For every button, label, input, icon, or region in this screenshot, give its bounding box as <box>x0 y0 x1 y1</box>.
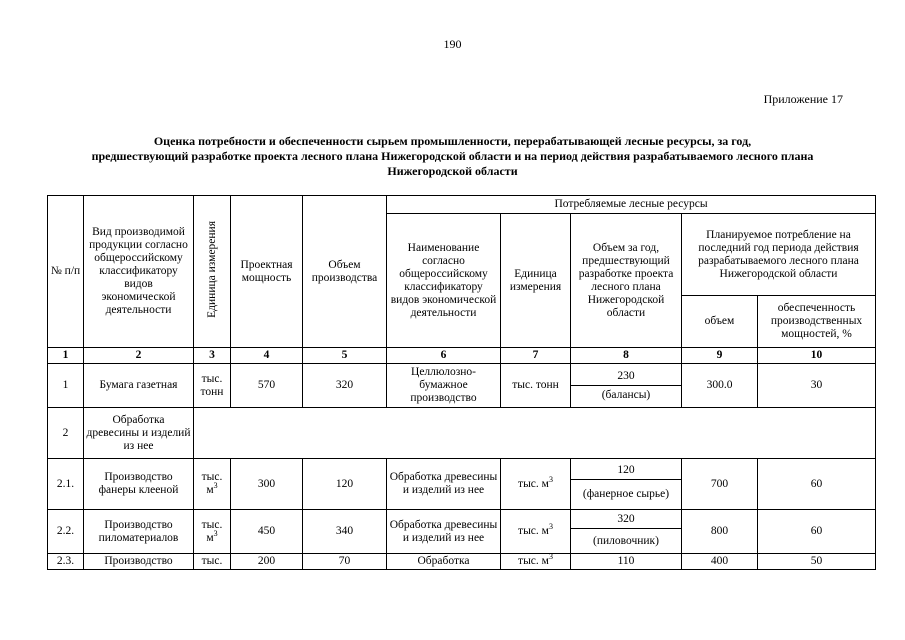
page-number: 190 <box>443 37 462 51</box>
cell-capacity: 200 <box>231 554 303 570</box>
table-row <box>48 364 876 408</box>
header-planned: Планируемое потребление на последний год периода действия разрабатываемого лесного плана Нижегородской области <box>682 214 876 296</box>
cell-volume: 120 <box>303 459 387 510</box>
cell-resource-unit: тыс. тонн <box>501 364 571 408</box>
res-unit-superscript: 3 <box>548 552 553 562</box>
title-line-1: Оценка потребности и обеспеченности сырьем промышленности, перерабатывающей лесные ресурсы, за год, <box>153 134 752 148</box>
cell-unit: тыс. <box>194 554 231 570</box>
table-row <box>48 510 876 554</box>
cell-unit: тыс. тонн <box>194 364 231 408</box>
cell-product: Обработка древесины и изделий из нее <box>84 408 194 459</box>
cell-prev-volume: 110 <box>571 554 682 570</box>
col-number: 4 <box>231 348 303 364</box>
col-number: 2 <box>84 348 194 364</box>
column-number-row <box>48 348 876 364</box>
cell-capacity: 450 <box>231 510 303 554</box>
cell-provision: 60 <box>758 510 876 554</box>
header-resource-name: Наименование согласно общероссийскому классификатору видов экономической деятельности <box>387 214 501 348</box>
cell-volume: 340 <box>303 510 387 554</box>
res-unit-text: тыс. м <box>518 477 549 490</box>
header-prev-volume: Объем за год, предшествующий разработке проекта лесного плана Нижегородской области <box>571 214 682 348</box>
cell-planned-volume: 400 <box>682 554 758 570</box>
table-row <box>48 459 876 510</box>
cell-num: 2 <box>48 408 84 459</box>
header-volume: Объем производства <box>303 196 387 348</box>
header-provision: обеспеченность производственных мощностей, % <box>758 296 876 348</box>
cell-unit <box>194 459 231 510</box>
header-consumed-resources: Потребляемые лесные ресурсы <box>387 196 876 214</box>
document-title <box>40 134 865 179</box>
cell-prev-volume <box>571 364 682 408</box>
res-unit-text: тыс. м <box>518 555 549 567</box>
cell-product: Бумага газетная <box>84 364 194 408</box>
cell-capacity: 570 <box>231 364 303 408</box>
prev-volume-note: (фанерное сырье) <box>582 487 670 500</box>
cell-num: 2.2. <box>48 510 84 554</box>
cell-product: Производство <box>84 554 194 570</box>
unit-superscript: 3 <box>213 528 218 538</box>
cell-product: Производство фанеры клееной <box>84 459 194 510</box>
cell-unit <box>194 510 231 554</box>
res-unit-superscript: 3 <box>548 522 553 532</box>
title-line-3: Нижегородской области <box>387 164 518 178</box>
cell-planned-volume: 800 <box>682 510 758 554</box>
cell-resource: Обработка древесины и изделий из нее <box>387 510 501 554</box>
header-product: Вид производимой продукции согласно общероссийскому классификатору видов экономической деятельности <box>84 196 194 348</box>
header-num: № п/п <box>48 196 84 348</box>
prev-volume-note: (балансы) <box>601 389 651 401</box>
col-number: 5 <box>303 348 387 364</box>
col-number: 9 <box>682 348 758 364</box>
resource-table <box>47 195 876 570</box>
cell-prev-volume <box>571 510 682 554</box>
table-row <box>48 408 876 459</box>
cell-volume: 70 <box>303 554 387 570</box>
col-number: 6 <box>387 348 501 364</box>
cell-resource: Обработка <box>387 554 501 570</box>
cell-resource: Обработка древесины и изделий из нее <box>387 459 501 510</box>
prev-volume-note: (пиловочник) <box>593 535 659 547</box>
appendix-label: Приложение 17 <box>763 92 843 106</box>
header-unit-text: Единица измерения <box>205 221 218 318</box>
cell-planned-volume: 700 <box>682 459 758 510</box>
cell-provision: 50 <box>758 554 876 570</box>
cell-product: Производство пиломатериалов <box>84 510 194 554</box>
col-number: 10 <box>758 348 876 364</box>
cell-resource-unit <box>501 459 571 510</box>
header-unit <box>194 196 231 348</box>
cell-resource-unit <box>501 510 571 554</box>
col-number: 8 <box>571 348 682 364</box>
cell-resource-unit <box>501 554 571 570</box>
col-number: 1 <box>48 348 84 364</box>
prev-volume-value: 120 <box>571 461 681 480</box>
cell-provision: 60 <box>758 459 876 510</box>
unit-superscript: 3 <box>213 481 218 491</box>
unit-text: тыс. м <box>201 518 223 544</box>
cell-resource: Целлюлозно-бумажное производство <box>387 364 501 408</box>
header-planned-volume: объем <box>682 296 758 348</box>
cell-num: 2.3. <box>48 554 84 570</box>
col-number: 3 <box>194 348 231 364</box>
cell-num: 1 <box>48 364 84 408</box>
prev-volume-value: 320 <box>571 510 681 529</box>
cell-capacity: 300 <box>231 459 303 510</box>
col-number: 7 <box>501 348 571 364</box>
table-row <box>48 554 876 570</box>
cell-prev-volume <box>571 459 682 510</box>
prev-volume-value: 230 <box>571 367 681 386</box>
cell-volume: 320 <box>303 364 387 408</box>
title-line-2: предшествующий разработке проекта лесного плана Нижегородской области и на период действия разрабатываемого лесного плана <box>91 149 814 163</box>
header-resource-unit: Единица измерения <box>501 214 571 348</box>
unit-text: тыс. м <box>201 471 223 496</box>
cell-empty-span <box>194 408 876 459</box>
cell-planned-volume: 300.0 <box>682 364 758 408</box>
res-unit-text: тыс. м <box>518 525 549 537</box>
cell-provision: 30 <box>758 364 876 408</box>
cell-num: 2.1. <box>48 459 84 510</box>
res-unit-superscript: 3 <box>548 474 553 484</box>
header-capacity: Проектная мощность <box>231 196 303 348</box>
